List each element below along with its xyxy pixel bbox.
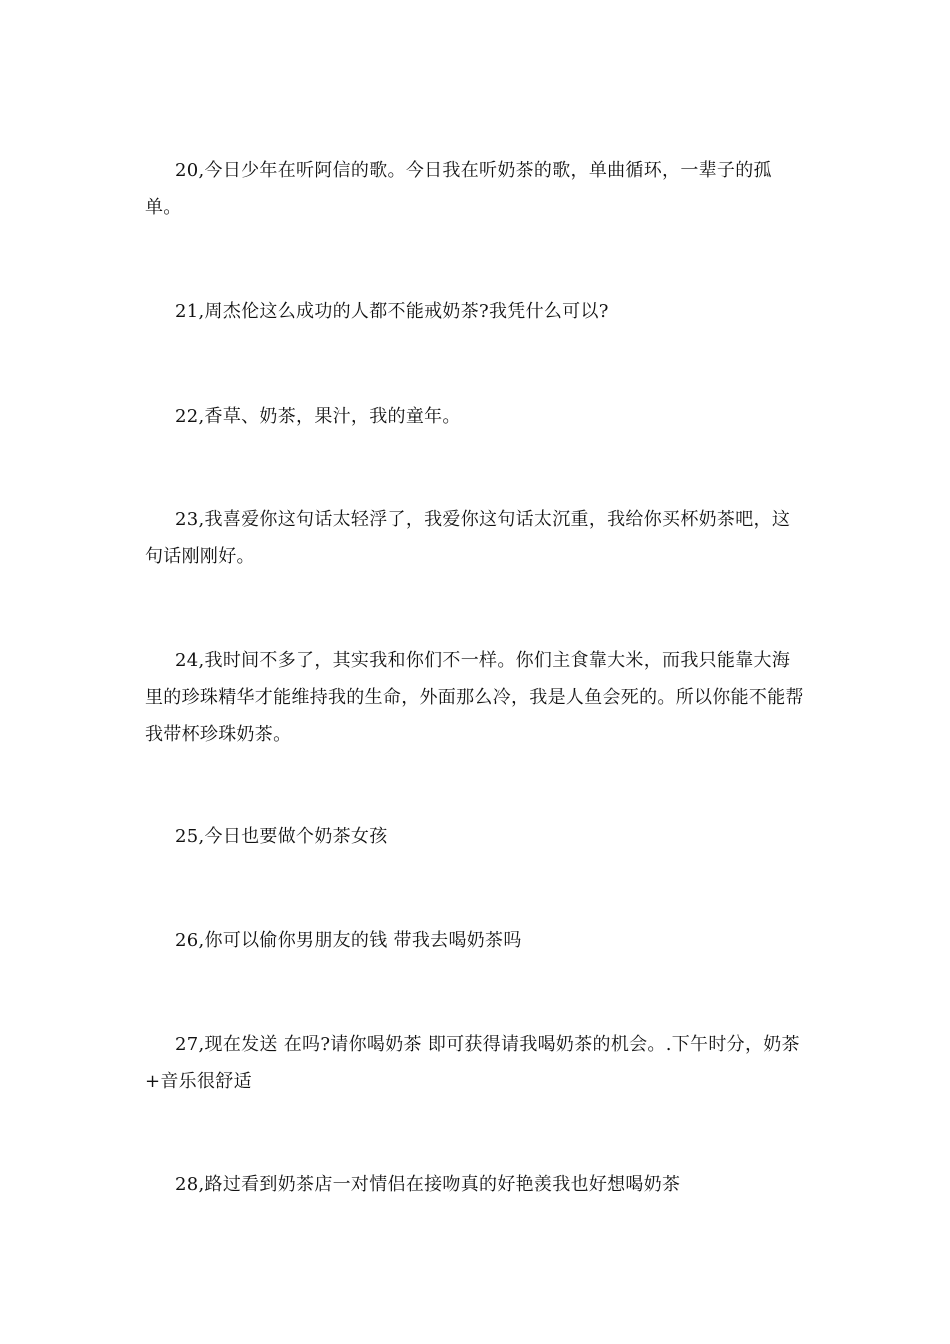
paragraph-26: 26,你可以偷你男朋友的钱 带我去喝奶茶吗 bbox=[175, 930, 522, 951]
paragraph-28: 28,路过看到奶茶店一对情侣在接吻真的好艳羡我也好想喝奶茶 bbox=[175, 1174, 681, 1195]
paragraph-20: 20,今日少年在听阿信的歌。今日我在听奶茶的歌，单曲循环，一辈子的孤单。 bbox=[145, 160, 772, 218]
paragraph-24: 24,我时间不多了，其实我和你们不一样。你们主食靠大米，而我只能靠大海里的珍珠精华才能维持我的生命，外面那么冷，我是人鱼会死的。所以你能不能帮我带杯珍珠奶茶。 bbox=[145, 650, 804, 745]
paragraph-21: 21,周杰伦这么成功的人都不能戒奶茶?我凭什么可以? bbox=[175, 301, 609, 322]
paragraph-23: 23,我喜爱你这句话太轻浮了，我爱你这句话太沉重，我给你买杯奶茶吧，这句话刚刚好。 bbox=[145, 509, 791, 567]
paragraph-25: 25,今日也要做个奶茶女孩 bbox=[175, 826, 388, 847]
paragraph-22: 22,香草、奶茶，果汁，我的童年。 bbox=[175, 406, 461, 427]
paragraph-27: 27,现在发送 在吗?请你喝奶茶 即可获得请我喝奶茶的机会。.下午时分，奶茶+音乐很舒适 bbox=[145, 1034, 800, 1092]
